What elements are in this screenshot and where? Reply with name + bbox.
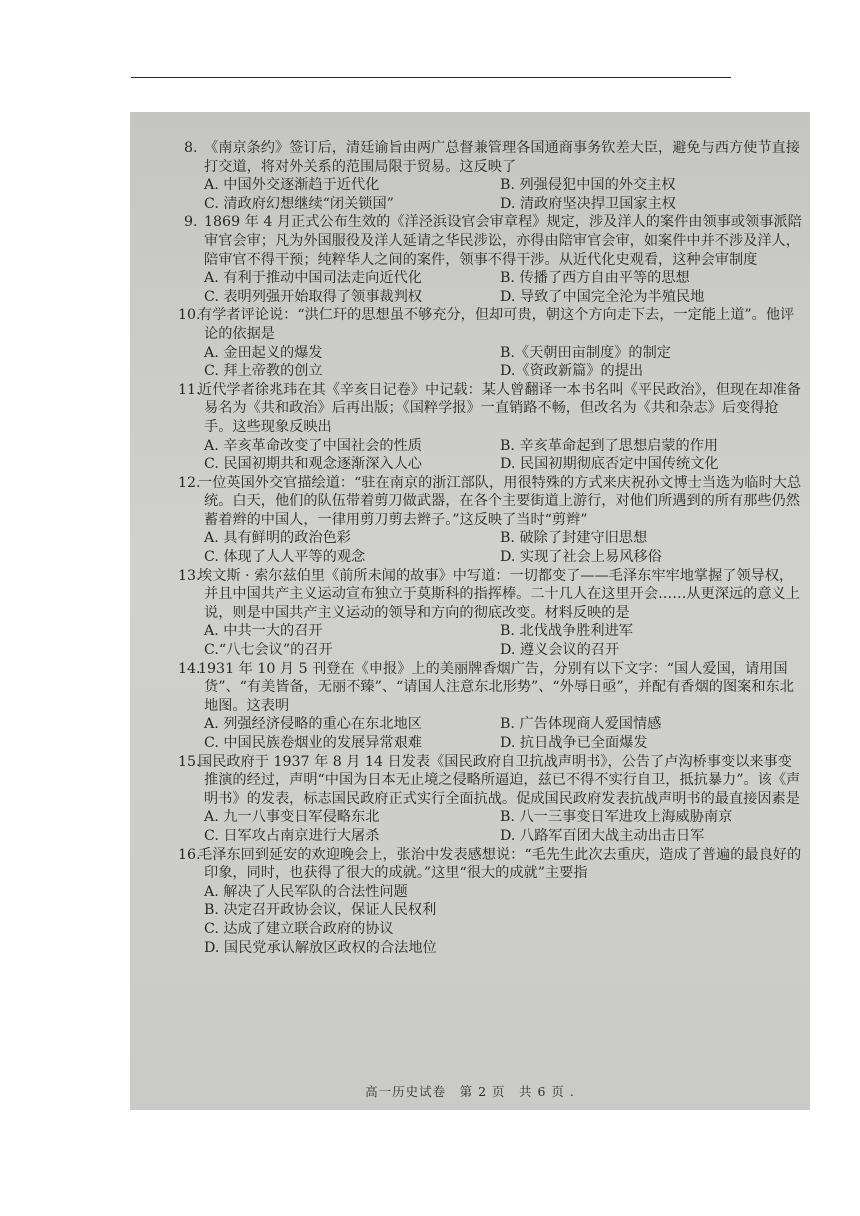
option-grid <box>184 715 802 752</box>
question-number: 13. <box>178 567 201 584</box>
question-14 <box>178 660 802 753</box>
option-b: B. 列强侵犯中国的外交主权 <box>500 177 676 194</box>
question-8 <box>184 139 802 213</box>
question-stem: 国民政府于 1937 年 8 月 14 日发表《国民政府自卫抗战声明书》，公告了卢沟桥事变以来事变推演的经过，声明“中国为日本无止境之侵略所逼迫，兹已不得不实行自卫，抵抗暴力”。该《声明书》的发表，标志国民政府正式实行全面抗战。促成国民政府发表抗战声明书的最直接因素是 <box>198 753 801 807</box>
option-c: C. 清政府幻想继续“闭关锁国” <box>204 195 394 212</box>
option-grid <box>184 622 802 659</box>
option-a: A. 列强经济侵略的重心在东北地区 <box>204 716 422 733</box>
question-number: 16. <box>178 846 201 863</box>
option-c: C.“八七会议”的召开 <box>204 642 333 659</box>
option-b: B. 辛亥革命起到了思想启蒙的作用 <box>500 437 719 454</box>
option-grid <box>184 529 802 566</box>
option-c: C. 达成了建立联合政府的协议 <box>204 920 394 937</box>
option-b: B. 北伐战争胜利进军 <box>500 623 633 640</box>
option-d: D. 导致了中国完全沦为半殖民地 <box>500 288 705 305</box>
option-list <box>184 883 802 957</box>
option-c: C. 表明列强开始取得了领事裁判权 <box>204 288 422 305</box>
option-c: C. 日军攻占南京进行大屠杀 <box>204 827 380 844</box>
question-10 <box>178 306 802 380</box>
option-b: B. 决定召开政协会议，保证人民权利 <box>204 902 437 919</box>
question-12 <box>178 474 802 567</box>
question-number: 14. <box>178 660 201 677</box>
option-c: C. 体现了人人平等的观念 <box>204 549 366 566</box>
question-number: 11. <box>178 381 201 398</box>
option-b: B. 破除了封建守旧思想 <box>500 530 648 547</box>
question-16 <box>178 846 802 958</box>
question-stem: 《南京条约》签订后，清廷谕旨由两广总督兼管理各国通商事务钦差大臣，避免与西方使节直接打交道，将对外关系的范围局限于贸易。这反映了 <box>204 140 800 175</box>
option-a: A. 金田起义的爆发 <box>204 344 323 361</box>
page-footer: 高一历史试卷 第 2 页 共 6 页 . <box>365 1084 575 1099</box>
option-d: D. 八路军百团大战主动出击日军 <box>500 827 705 844</box>
question-number: 10. <box>178 307 201 324</box>
question-number: 12. <box>178 474 201 491</box>
option-b: B. 广告体现商人爱国情感 <box>500 716 662 733</box>
question-stem: 近代学者徐兆玮在其《辛亥日记卷》中记载：某人曾翻译一本书名叫《平民政治》，但现在却准备易名为《共和政治》后再出版；《国粹学报》一直销路不畅，但改名为《共和杂志》后变得抢手。这些现象反映出 <box>198 381 801 435</box>
option-d: D. 实现了社会上易风移俗 <box>500 549 662 566</box>
option-c: C. 民国初期共和观念逐渐深入人心 <box>204 456 422 473</box>
option-grid <box>184 437 802 474</box>
option-grid <box>184 808 802 845</box>
option-a: A. 解决了人民军队的合法性问题 <box>204 883 408 900</box>
option-grid <box>184 176 802 213</box>
question-15 <box>178 753 802 846</box>
question-stem: 一位英国外交官描绘道：“驻在南京的浙江部队，用很特殊的方式来庆祝孙文博士当选为临时大总统。白天，他们的队伍带着剪刀做武器，在各个主要街道上游行，对他们所遇到的所有那些仍然蓄着辫的中国人，一律用剪刀剪去辫子。”这反映了当时“剪辫” <box>198 474 802 528</box>
question-list <box>178 139 802 957</box>
option-d: D. 抗日战争已全面爆发 <box>500 735 648 751</box>
option-a: A. 中国外交逐渐趋于近代化 <box>204 177 380 194</box>
question-stem: 埃文斯 · 索尔兹伯里《前所未闻的故事》中写道：一切都变了——毛泽东牢牢地掌握了领导权，并且中国共产主义运动宣布独立于莫斯科的指挥棒。二十几人在这里开会……从更深远的意义上说，则是中国共产主义运动的领导和方向的彻底改变。材料反映的是 <box>198 567 800 621</box>
exam-page-photo <box>130 112 810 1110</box>
option-b: B.《天朝田亩制度》的制定 <box>500 344 671 361</box>
option-a: A. 九一八事变日军侵略东北 <box>204 809 380 826</box>
option-grid <box>184 344 802 381</box>
option-a: A. 辛亥革命改变了中国社会的性质 <box>204 437 422 454</box>
option-d: D. 国民党承认解放区政权的合法地位 <box>204 939 437 956</box>
option-grid <box>184 269 802 306</box>
question-stem: 1869 年 4 月正式公布生效的《洋泾浜设官会审章程》规定，涉及洋人的案件由领事或领事派陪审官会审；凡为外国服役及洋人延请之华民涉讼，亦得由陪审官会审，如案件中并不涉及洋人，陪审官不得干预；纯粹华人之间的案件，领事不得干涉。从近代化史观看，这种会审制度 <box>204 214 802 268</box>
header-rule <box>131 77 731 78</box>
question-13 <box>178 567 802 660</box>
question-number: 9. <box>184 214 198 231</box>
option-b: B. 传播了西方自由平等的思想 <box>500 270 690 287</box>
option-c: C. 中国民族卷烟业的发展异常艰难 <box>204 735 422 751</box>
question-stem: 1931 年 10 月 5 刊登在《申报》上的美丽牌香烟广告，分别有以下文字：“国人爱国，请用国货”、“有美皆备，无丽不臻”、“请国人注意东北形势”、“外辱日亟”，并配有香烟的图案和东北地图。这表明 <box>198 660 794 714</box>
option-b: B. 八一三事变日军进攻上海威胁南京 <box>500 809 733 826</box>
question-number: 8. <box>184 140 198 156</box>
question-11 <box>178 381 802 474</box>
question-number: 15. <box>178 753 201 770</box>
option-d: D. 遵义会议的召开 <box>500 642 620 659</box>
option-c: C. 拜上帝教的创立 <box>204 363 323 380</box>
question-stem: 毛泽东回到延安的欢迎晚会上，张治中发表感想说：“毛先生此次去重庆，造成了普遍的最良好的印象，同时，也获得了很大的成就。”这里“很大的成就”主要指 <box>198 846 802 882</box>
option-d: D. 民国初期彻底否定中国传统文化 <box>500 456 719 473</box>
option-d: D.《资政新篇》的提出 <box>500 363 644 380</box>
question-9 <box>184 213 802 306</box>
option-a: A. 具有鲜明的政治色彩 <box>204 530 351 547</box>
question-stem: 有学者评论说：“洪仁玕的思想虽不够充分，但却可贵，朝这个方向走下去，一定能上道”。他评论的依据是 <box>198 307 795 342</box>
option-a: A. 有利于推动中国司法走向近代化 <box>204 270 422 287</box>
option-d: D. 清政府坚决捍卫国家主权 <box>500 195 676 212</box>
option-a: A. 中共一大的召开 <box>204 623 323 640</box>
